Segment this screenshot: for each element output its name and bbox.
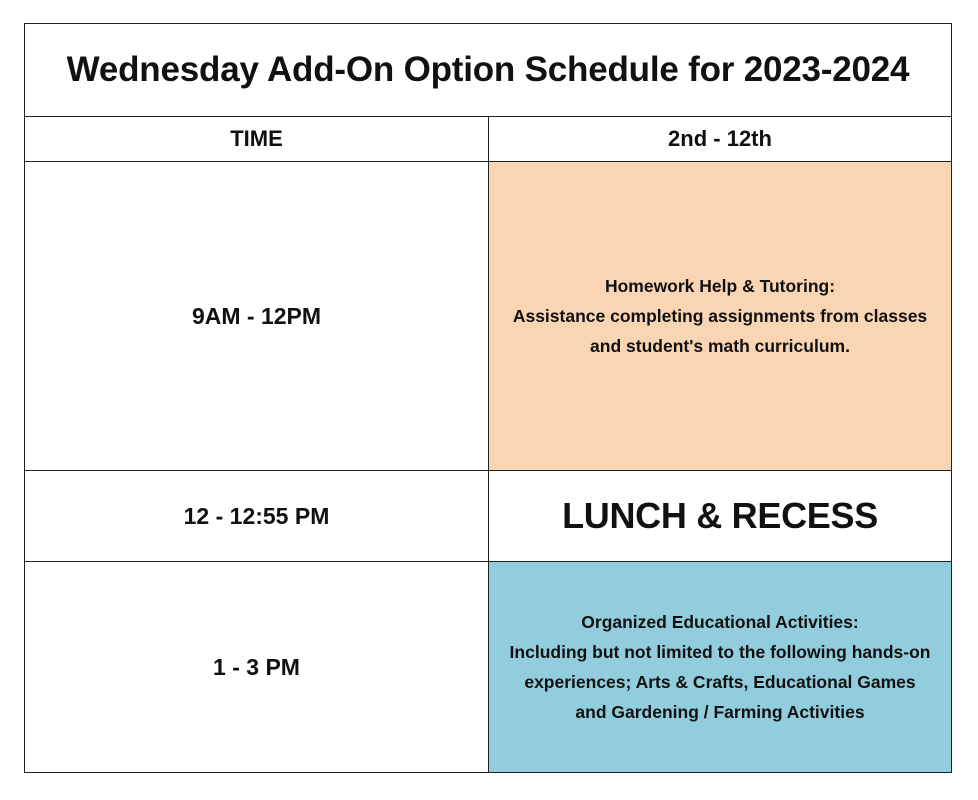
time-slot-lunch: 12 - 12:55 PM [25, 471, 489, 562]
activity-line: and student's math curriculum. [590, 336, 850, 356]
grades-column-header: 2nd - 12th [489, 117, 952, 162]
activity-line: and Gardening / Farming Activities [575, 702, 865, 722]
activity-homework-help [489, 162, 952, 471]
activity-line: Organized Educational Activities: [581, 612, 859, 632]
activity-organized-educational [489, 562, 952, 773]
schedule-title: Wednesday Add-On Option Schedule for 2023-2024 [25, 24, 952, 117]
schedule-row-morning [25, 162, 952, 471]
activity-line: Including but not limited to the following hands-on [509, 642, 931, 662]
schedule-table [24, 23, 952, 773]
time-slot-afternoon: 1 - 3 PM [25, 562, 489, 773]
time-slot-morning: 9AM - 12PM [25, 162, 489, 471]
schedule-row-afternoon [25, 562, 952, 773]
schedule-row-lunch [25, 471, 952, 562]
activity-line: Homework Help & Tutoring: [604, 276, 836, 296]
activity-line: experiences; Arts & Crafts, Educational Games [524, 672, 916, 692]
activity-line: Assistance completing assignments from classes [512, 306, 928, 326]
activity-lunch-recess: LUNCH & RECESS [489, 471, 952, 562]
time-column-header: TIME [25, 117, 489, 162]
